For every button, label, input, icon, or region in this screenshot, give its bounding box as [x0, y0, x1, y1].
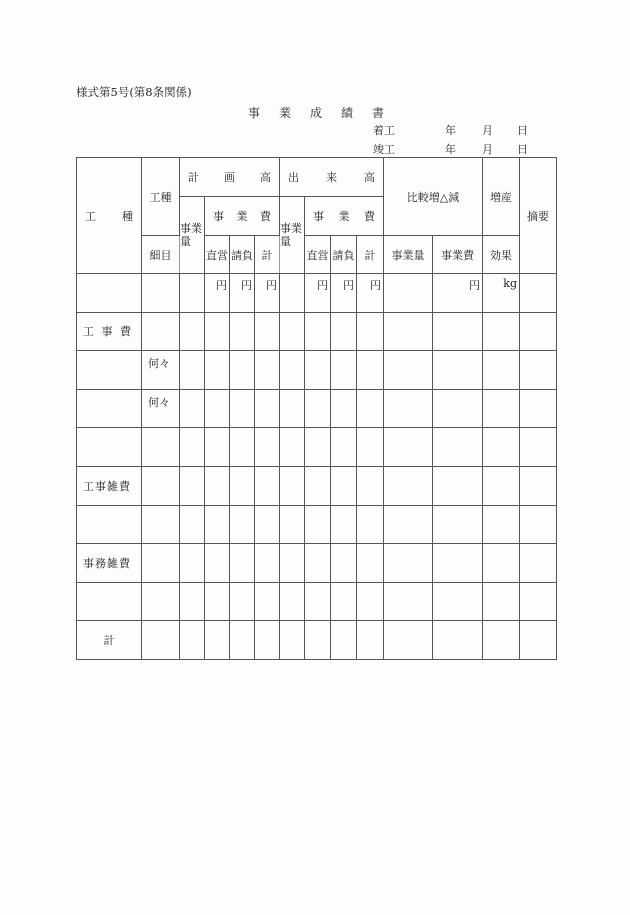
data-cell [433, 428, 483, 467]
unit-cell: 円 [433, 274, 483, 313]
header-plan-cost: 事 業 費 [205, 197, 280, 236]
data-cell [205, 505, 230, 544]
row-kind-cell: 工事雑費 [77, 466, 142, 505]
data-cell [280, 621, 305, 660]
form-number-label: 様式第5号(第8条関係) [76, 85, 192, 99]
data-cell [205, 428, 230, 467]
unit-cell: 円 [331, 274, 357, 313]
data-cell [180, 312, 205, 351]
row-subkind-cell [142, 274, 180, 313]
start-year: 年 [445, 124, 456, 137]
data-cell [433, 351, 483, 390]
data-cell [305, 312, 331, 351]
row-kind-cell [77, 274, 142, 313]
data-cell [384, 428, 433, 467]
data-cell [255, 466, 280, 505]
data-cell [305, 466, 331, 505]
table-row [77, 544, 557, 583]
row-kind-cell: 事務雑費 [77, 544, 142, 583]
row-subkind-cell [142, 428, 180, 467]
row-subkind-cell [142, 621, 180, 660]
row-kind-cell: 計 [77, 621, 142, 660]
data-cell [433, 544, 483, 583]
row-subkind-cell: 何々 [142, 351, 180, 390]
data-cell [180, 351, 205, 390]
data-cell [483, 582, 520, 621]
data-cell [180, 582, 205, 621]
header-effect-bottom: 効果 [483, 236, 520, 274]
data-cell [520, 428, 557, 467]
data-cell [255, 389, 280, 428]
header-subkind-detail: 細目 [142, 236, 180, 274]
data-cell [305, 544, 331, 583]
data-cell [520, 351, 557, 390]
data-cell [331, 505, 357, 544]
row-subkind-cell [142, 312, 180, 351]
data-cell [384, 466, 433, 505]
data-cell [433, 621, 483, 660]
row-subkind-cell: 何々 [142, 389, 180, 428]
table-row [77, 351, 557, 390]
table-row [77, 621, 557, 660]
header-compare-volume: 事業量 [384, 236, 433, 274]
data-cell [331, 621, 357, 660]
data-cell [255, 505, 280, 544]
data-cell [280, 505, 305, 544]
header-actual-sum: 計 [357, 236, 384, 274]
header-actual-cost: 事 業 費 [305, 197, 384, 236]
row-kind-cell [77, 582, 142, 621]
data-cell [180, 389, 205, 428]
table-row [77, 389, 557, 428]
data-cell [520, 582, 557, 621]
completion-label: 竣工 [373, 143, 395, 156]
header-plan-sum: 計 [255, 236, 280, 274]
data-cell [280, 351, 305, 390]
header-kind: 工 種 [77, 158, 142, 274]
data-cell [520, 544, 557, 583]
data-cell [230, 466, 255, 505]
data-cell [331, 582, 357, 621]
header-subkind: 工種 [142, 158, 180, 236]
data-cell [205, 621, 230, 660]
data-cell [205, 312, 230, 351]
row-subkind-cell [142, 544, 180, 583]
data-cell [357, 351, 384, 390]
unit-cell: 円 [230, 274, 255, 313]
row-kind-cell [77, 505, 142, 544]
completion-year: 年 [445, 143, 456, 156]
data-cell [520, 466, 557, 505]
data-cell [230, 582, 255, 621]
completion-day: 日 [517, 143, 528, 156]
data-cell [305, 389, 331, 428]
data-cell [230, 505, 255, 544]
data-cell [384, 582, 433, 621]
header-plan: 計 画 高 [180, 158, 280, 197]
data-cell [384, 351, 433, 390]
header-compare: 比較増△減 [384, 158, 483, 236]
table-row [77, 505, 557, 544]
data-cell [255, 582, 280, 621]
row-kind-cell [77, 351, 142, 390]
header-actual-contract: 請負 [331, 236, 357, 274]
data-cell [331, 428, 357, 467]
data-cell [180, 621, 205, 660]
data-cell [483, 621, 520, 660]
unit-cell: 円 [305, 274, 331, 313]
data-cell [280, 274, 305, 313]
data-cell [331, 544, 357, 583]
data-cell [384, 274, 433, 313]
data-cell [255, 428, 280, 467]
data-cell [433, 505, 483, 544]
data-cell [280, 312, 305, 351]
data-cell [520, 389, 557, 428]
data-cell [305, 621, 331, 660]
data-cell [384, 544, 433, 583]
data-cell [483, 351, 520, 390]
data-cell [180, 274, 205, 313]
data-cell [180, 544, 205, 583]
data-cell [357, 544, 384, 583]
data-cell [230, 351, 255, 390]
unit-cell: 円 [357, 274, 384, 313]
data-cell [280, 582, 305, 621]
data-cell [483, 389, 520, 428]
data-cell [384, 389, 433, 428]
data-cell [205, 351, 230, 390]
table-row [77, 582, 557, 621]
data-cell [280, 466, 305, 505]
data-cell [230, 428, 255, 467]
data-cell [331, 312, 357, 351]
data-cell [520, 505, 557, 544]
data-cell [520, 274, 557, 313]
header-actual-direct: 直営 [305, 236, 331, 274]
unit-cell: 円 [205, 274, 230, 313]
header-actual: 出 来 高 [280, 158, 384, 197]
data-cell [483, 312, 520, 351]
row-kind-cell: 工 事 費 [77, 312, 142, 351]
data-cell [433, 466, 483, 505]
table-row [77, 428, 557, 467]
data-cell [520, 312, 557, 351]
header-plan-contract: 請負 [230, 236, 255, 274]
data-cell [230, 544, 255, 583]
data-cell [280, 428, 305, 467]
data-cell [280, 389, 305, 428]
table-row [77, 274, 557, 313]
data-cell [255, 621, 280, 660]
header-plan-direct: 直営 [205, 236, 230, 274]
data-cell [433, 582, 483, 621]
data-cell [205, 582, 230, 621]
header-plan-volume: 事業量 [180, 197, 205, 274]
unit-cell: kg [483, 274, 520, 313]
data-cell [357, 428, 384, 467]
data-cell [384, 505, 433, 544]
data-cell [180, 466, 205, 505]
data-cell [255, 544, 280, 583]
data-cell [433, 312, 483, 351]
data-cell [230, 312, 255, 351]
data-cell [357, 621, 384, 660]
start-day: 日 [517, 124, 528, 137]
header-effect-top: 増産 [483, 158, 520, 236]
data-cell [305, 505, 331, 544]
header-actual-volume: 事業量 [280, 197, 305, 274]
data-cell [180, 505, 205, 544]
data-cell [205, 466, 230, 505]
data-cell [520, 621, 557, 660]
data-cell [255, 351, 280, 390]
start-month: 月 [482, 124, 493, 137]
data-cell [331, 351, 357, 390]
data-cell [305, 428, 331, 467]
data-cell [483, 544, 520, 583]
document-title: 事業成績書 [248, 106, 404, 120]
row-kind-cell [77, 389, 142, 428]
data-cell [255, 312, 280, 351]
performance-table [76, 157, 557, 660]
row-subkind-cell [142, 582, 180, 621]
unit-cell: 円 [255, 274, 280, 313]
data-cell [205, 544, 230, 583]
data-cell [384, 312, 433, 351]
data-cell [357, 389, 384, 428]
data-cell [483, 505, 520, 544]
table-row [77, 466, 557, 505]
data-cell [357, 466, 384, 505]
row-kind-cell [77, 428, 142, 467]
data-cell [433, 389, 483, 428]
completion-month: 月 [482, 143, 493, 156]
row-subkind-cell [142, 505, 180, 544]
start-label: 着工 [373, 124, 395, 137]
table-row [77, 312, 557, 351]
data-cell [280, 544, 305, 583]
data-cell [357, 582, 384, 621]
header-remarks: 摘要 [520, 158, 557, 274]
data-cell [331, 389, 357, 428]
data-cell [305, 351, 331, 390]
data-cell [384, 621, 433, 660]
data-cell [357, 312, 384, 351]
row-subkind-cell [142, 466, 180, 505]
data-cell [205, 389, 230, 428]
data-cell [230, 389, 255, 428]
data-cell [483, 466, 520, 505]
data-cell [180, 428, 205, 467]
header-compare-cost: 事業費 [433, 236, 483, 274]
data-cell [230, 621, 255, 660]
data-cell [305, 582, 331, 621]
data-cell [483, 428, 520, 467]
data-cell [357, 505, 384, 544]
data-cell [331, 466, 357, 505]
